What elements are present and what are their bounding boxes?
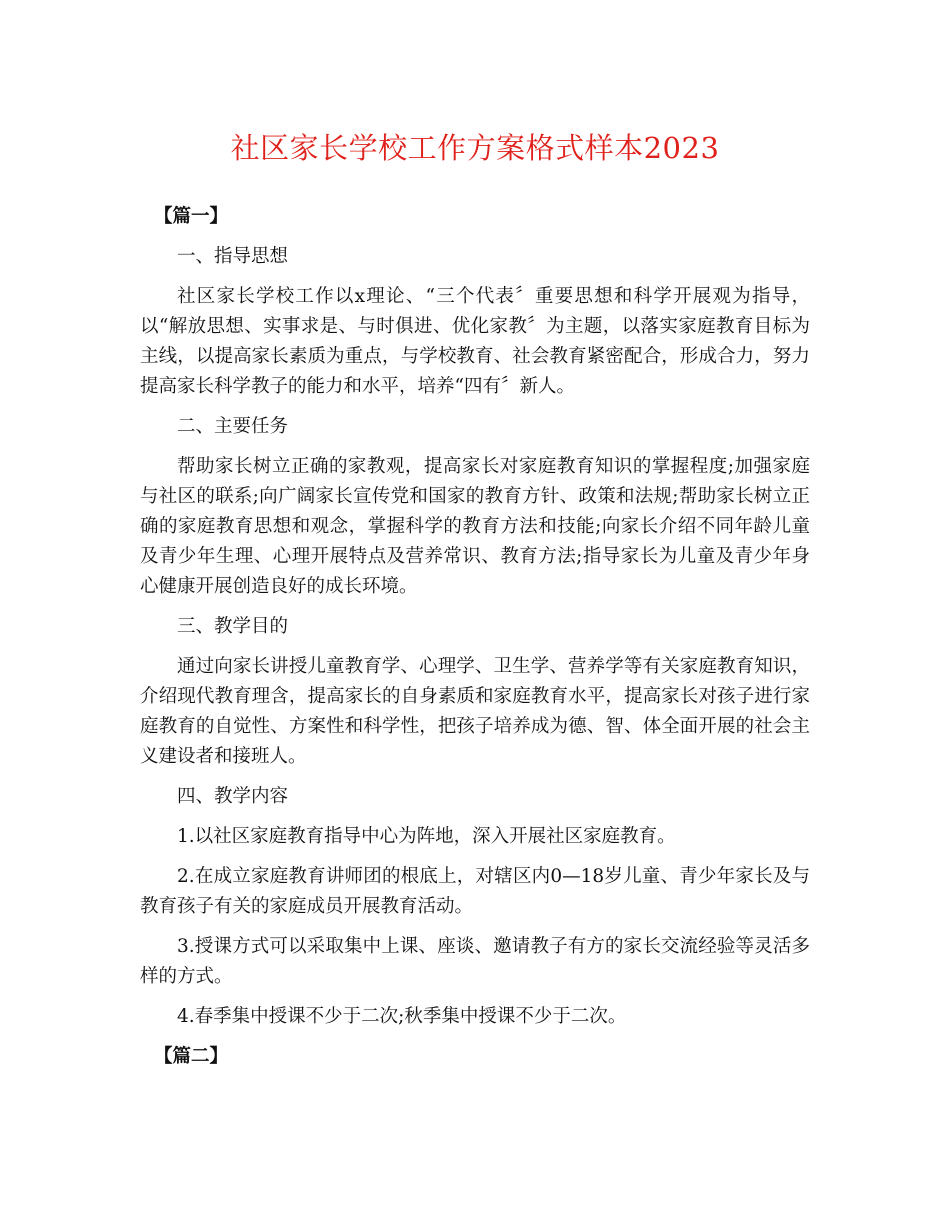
- section-guiding-ideology-paragraph: 社区家长学校工作以x理论、“三个代表〞重要思想和科学开展观为指导，以“解放思想、实事求是、与时俱进、优化家教〞为主题，以落实家庭教育目标为主线，以提高家长素质为重点，与学校教育、社会教育紧密配合，形成合力，努力提高家长科学教子的能力和水平，培养“四有〞新人。: [140, 286, 810, 397]
- section-teaching-purpose-heading: 三、教学目的: [177, 616, 289, 637]
- part-two-label: 【篇二】: [154, 1046, 229, 1067]
- part-one-label: 【篇一】: [154, 206, 229, 227]
- teaching-content-item-1: 1.以社区家庭教育指导中心为阵地，深入开展社区家庭教育。: [177, 826, 676, 847]
- section-main-tasks-paragraph: 帮助家长树立正确的家教观，提高家长对家庭教育知识的掌握程度;加强家庭与社区的联系;向广阔家长宣传党和国家的教育方针、政策和法规;帮助家长树立正确的家庭教育思想和观念，掌握科学的教育方法和技能;向家长介绍不同年龄儿童及青少年生理、心理开展特点及营养常识、教育方法;指导家长为儿童及青少年身心健康开展创造良好的成长环境。: [140, 456, 810, 597]
- section-guiding-ideology-heading: 一、指导思想: [177, 246, 289, 267]
- teaching-content-item-3: 3.授课方式可以采取集中上课、座谈、邀请教子有方的家长交流经验等灵活多样的方式。: [140, 936, 810, 987]
- section-main-tasks-heading: 二、主要任务: [177, 416, 289, 437]
- section-teaching-content-heading: 四、教学内容: [177, 786, 289, 807]
- teaching-content-item-2: 2.在成立家庭教育讲师团的根底上，对辖区内0—18岁儿童、青少年家长及与教育孩子有关的家庭成员开展教育活动。: [140, 866, 810, 917]
- document-title: 社区家长学校工作方案格式样本2023: [230, 131, 720, 165]
- document-body: [140, 202, 810, 1082]
- section-teaching-purpose-paragraph: 通过向家长讲授儿童教育学、心理学、卫生学、营养学等有关家庭教育知识，介绍现代教育理含，提高家长的自身素质和家庭教育水平，提高家长对孩子进行家庭教育的自觉性、方案性和科学性，把孩子培养成为德、智、体全面开展的社会主义建设者和接班人。: [140, 656, 810, 767]
- teaching-content-item-4: 4.春季集中授课不少于二次;秋季集中授课不少于二次。: [177, 1006, 627, 1027]
